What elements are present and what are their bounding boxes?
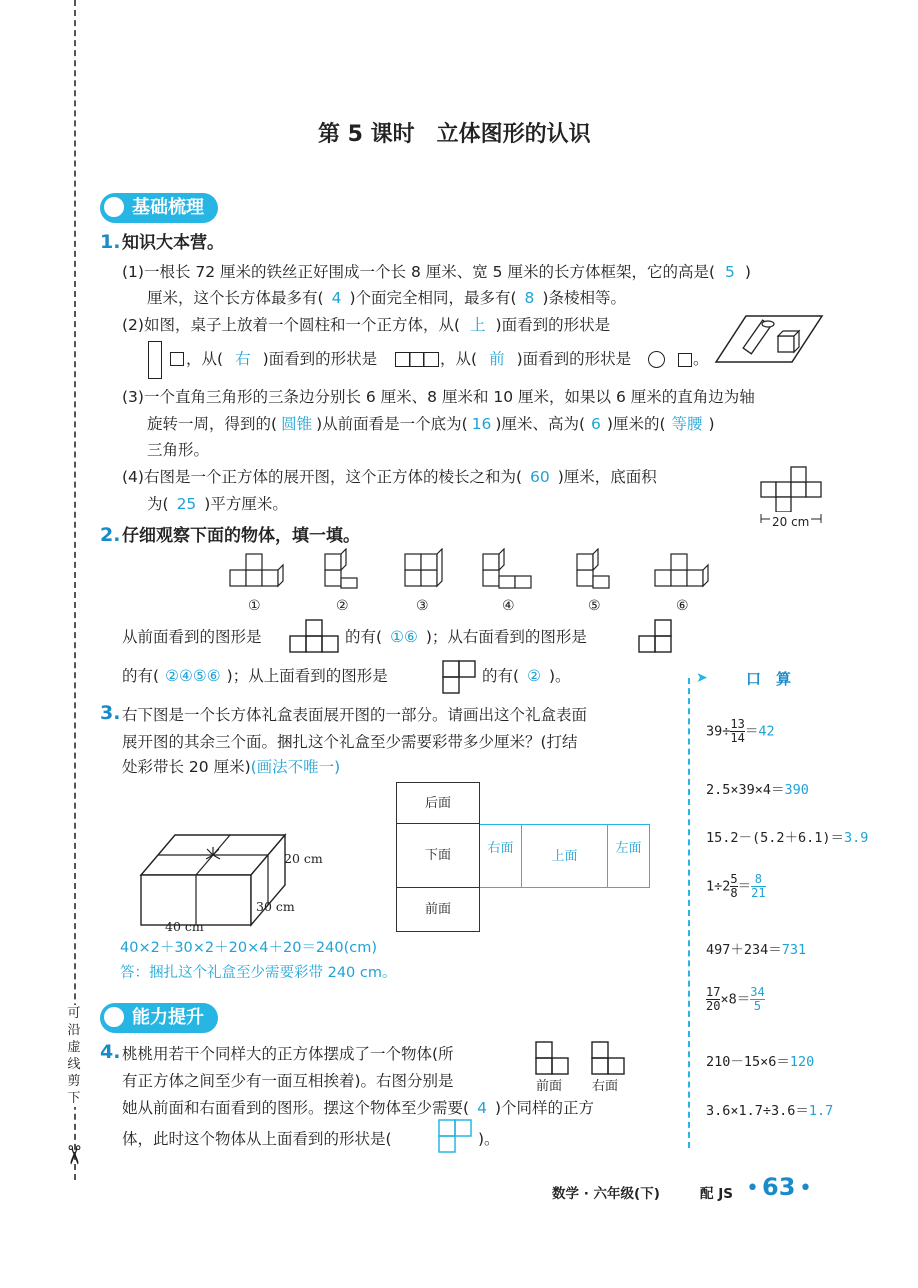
q3-line1: 右下图是一个长方体礼盒表面展开图的一部分。请画出这个礼盒表面 xyxy=(122,706,588,724)
gift-box-height: 20 cm xyxy=(284,851,323,866)
q2-heading: 仔细观察下面的物体，填一填。 xyxy=(122,526,360,546)
footer-subject: 数学 · 六年级(下) xyxy=(552,1186,660,1202)
q1-p2-line2b: ，从( 前 )面看到的形状是 xyxy=(440,350,632,368)
q4-line3: 她从前面和右面看到的图形。摆这个物体至少需要( 4 )个同样的正方 xyxy=(122,1099,594,1117)
q3-answer: 答：捆扎这个礼盒至少需要彩带 240 cm。 xyxy=(120,965,397,981)
arrow-icon: ➤ xyxy=(696,670,708,686)
net-back: 后面 xyxy=(396,782,480,824)
q2-line2: 的有( ②④⑤⑥ )；从上面看到的图形是 xyxy=(122,667,388,685)
q4-line1: 桃桃用若干个同样大的正方体摆成了一个物体(所 xyxy=(122,1045,454,1063)
q4-front-view-figure xyxy=(534,1038,570,1078)
oral-title: 口 算 xyxy=(746,670,792,688)
q3-line2: 展开图的其余三个面。捆扎这个礼盒至少需要彩带多少厘米？(打结 xyxy=(122,733,578,751)
top-view-shape-q2 xyxy=(441,659,477,695)
q1-number: 1. xyxy=(100,231,121,253)
stack-label-4: ④ xyxy=(502,598,515,614)
net-right: 右面 xyxy=(480,824,522,888)
page-title: 第 5 课时 立体图形的认识 xyxy=(318,122,591,147)
q1-p2-line1: (2)如图，桌子上放着一个圆柱和一个正方体，从( 上 )面看到的形状是 xyxy=(122,316,611,334)
table-figure xyxy=(712,310,824,370)
footer-edition: 配 JS xyxy=(700,1186,733,1202)
q1-p2-end: 。 xyxy=(693,350,709,368)
clock-icon xyxy=(102,1005,126,1029)
oral-row-3: 15.2－(5.2＋6.1)＝3.9 xyxy=(706,830,869,846)
stack-label-3: ③ xyxy=(416,598,429,614)
q1-p2-line2: ，从( 右 )面看到的形状是 xyxy=(186,350,378,368)
oral-row-5: 497＋234＝731 xyxy=(706,942,807,958)
footer-dot-right: • xyxy=(799,1176,812,1201)
stack-label-5: ⑤ xyxy=(588,598,601,614)
oral-row-2: 2.5×39×4＝390 xyxy=(706,782,809,798)
cube-net-dimension: 20 cm xyxy=(770,512,811,532)
q4-right-label: 右面 xyxy=(592,1079,619,1094)
q1-p1-line1: (1)一根长 72 厘米的铁丝正好围成一个长 8 厘米、宽 5 厘米的长方体框架，它的高是( 5 ) xyxy=(122,263,751,281)
oral-row-4: 1÷2 $\frac{5}{8}$ ＝ $\frac{8}{21}$ xyxy=(706,872,766,900)
q1-p3-line2: 旋转一周，得到的( 圆锥 )从前面看是一个底为( 16 )厘米、高为( 6 )厘米的( 等腰 ) xyxy=(147,415,715,433)
q4-top-view-answer xyxy=(437,1118,473,1154)
net-bottom: 下面 xyxy=(396,824,480,888)
oral-row-1: 39÷ $\frac{13}{14}$ ＝42 xyxy=(706,717,775,745)
oral-row-8: 3.6×1.7÷3.6＝1.7 xyxy=(706,1103,834,1119)
top-view-square xyxy=(170,352,184,366)
section-badge-basic: 基础梳理 xyxy=(100,193,218,223)
stack-label-2: ② xyxy=(336,598,349,614)
q1-p1-line2: 厘米，这个长方体最多有( 4 )个面完全相同，最多有( 8 )条棱相等。 xyxy=(147,289,626,307)
gift-box-length: 40 cm xyxy=(165,919,204,934)
clock-icon xyxy=(102,195,126,219)
gift-box-width: 30 cm xyxy=(256,899,295,914)
q4-front-label: 前面 xyxy=(536,1079,563,1094)
cube-stacks-figure xyxy=(225,548,715,596)
oral-row-6: $\frac{17}{20}$ ×8＝ $\frac{34}{5}$ xyxy=(706,985,765,1013)
stack-label-1: ① xyxy=(248,598,261,614)
q4-number: 4. xyxy=(100,1041,121,1063)
oral-row-7: 210－15×6＝120 xyxy=(706,1054,815,1070)
net-front: 前面 xyxy=(396,888,480,932)
q2-line1a: 从前面看到的图形是 xyxy=(122,628,262,646)
top-view-shape xyxy=(148,341,162,379)
q2-line2b: 的有( ② )。 xyxy=(482,667,571,685)
q3-line3: 处彩带长 20 厘米)(画法不唯一) xyxy=(122,758,341,776)
footer-dot-left: • xyxy=(746,1176,759,1201)
cut-label: 可沿虚线剪下 xyxy=(64,1005,84,1107)
q1-heading: 知识大本营。 xyxy=(122,233,224,253)
q2-line1b: 的有( ①⑥ )；从右面看到的图形是 xyxy=(345,628,587,646)
cut-line xyxy=(74,0,76,1180)
stack-label-6: ⑥ xyxy=(676,598,689,614)
q4-right-view-figure xyxy=(590,1038,626,1078)
right-view-shape xyxy=(395,352,439,367)
q1-p3-line1: (3)一个直角三角形的三条边分别长 6 厘米、8 厘米和 10 厘米，如果以 6 厘米的直角边为轴 xyxy=(122,388,755,406)
q1-p4-line2: 为( 25 )平方厘米。 xyxy=(147,495,288,513)
q3-calculation: 40×2＋30×2＋20×4＋20＝240(cm) xyxy=(120,940,378,956)
section-badge-advanced: 能力提升 xyxy=(100,1003,218,1033)
front-view-circle xyxy=(648,351,665,368)
q2-number: 2. xyxy=(100,524,121,546)
q4-line2: 有正方体之间至少有一面互相挨着)。右图分别是 xyxy=(122,1072,454,1090)
net-top: 上面 xyxy=(522,824,608,888)
front-view-shape xyxy=(289,618,339,654)
gift-box-figure xyxy=(135,825,305,935)
net-left: 左面 xyxy=(608,824,650,888)
right-view-shape-q2 xyxy=(637,618,673,654)
q1-p4-line1: (4)右图是一个正方体的展开图，这个正方体的棱长之和为( 60 )厘米，底面积 xyxy=(122,468,657,486)
q4-line4a: 体，此时这个物体从上面看到的形状是( xyxy=(122,1130,392,1148)
q3-number: 3. xyxy=(100,702,121,724)
page-number: 63 xyxy=(762,1173,796,1201)
oral-divider xyxy=(688,678,690,1148)
scissors-icon: ✂ xyxy=(57,1144,88,1166)
front-view-square xyxy=(678,353,692,367)
oral-calc-panel xyxy=(688,670,868,1150)
q1-p3-line3: 三角形。 xyxy=(147,441,210,459)
box-net-figure xyxy=(396,782,652,932)
q4-line4b: )。 xyxy=(478,1130,500,1148)
